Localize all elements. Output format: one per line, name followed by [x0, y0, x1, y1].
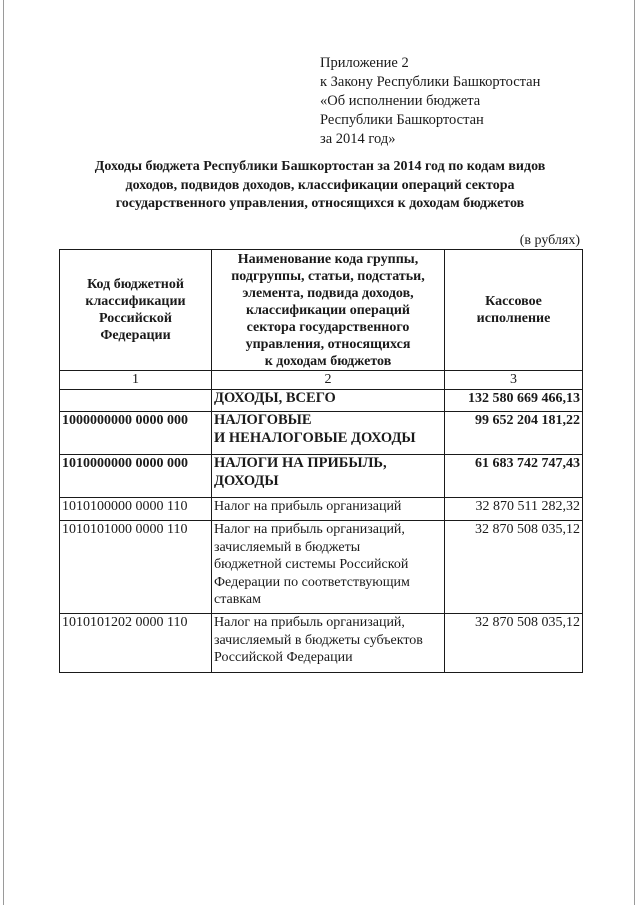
title-line: государственного управления, относящихся к доходам бюджетов [115, 196, 525, 211]
header-line: Российской [99, 311, 172, 326]
header-amount [445, 250, 583, 371]
table-row [60, 498, 583, 521]
row-name-line: И НЕНАЛОГОВЫЕ ДОХОДЫ [214, 429, 416, 446]
row-name-line: ставкам [214, 592, 261, 607]
column-number: 1 [60, 371, 212, 390]
header-code [60, 250, 212, 371]
row-name-line: НАЛОГИ НА ПРИБЫЛЬ, [214, 455, 387, 471]
header-line: исполнение [476, 311, 551, 326]
row-name [212, 390, 445, 412]
header-line: Наименование кода группы, [237, 251, 419, 267]
column-number: 3 [445, 371, 583, 390]
header-line: сектора государственного [246, 319, 410, 335]
row-code: 1010101000 0000 110 [60, 521, 212, 614]
row-amount: 32 870 511 282,32 [445, 498, 583, 521]
table-row [60, 412, 583, 455]
row-name-line: НАЛОГОВЫЕ [214, 412, 312, 428]
row-code: 1010000000 0000 000 [60, 455, 212, 498]
table-row [60, 455, 583, 498]
row-name-line: Федерации по соответствующим [214, 574, 410, 590]
header-line: Кассовое [485, 294, 542, 309]
header-line: Код бюджетной [87, 277, 184, 292]
row-name-line: зачисляемый в бюджеты [214, 539, 361, 555]
row-amount: 132 580 669 466,13 [445, 390, 583, 412]
row-code: 1010100000 0000 110 [60, 498, 212, 521]
row-name-line: Налог на прибыль организаций [214, 499, 402, 514]
table-row-total [60, 390, 583, 412]
table-header-row [60, 250, 583, 371]
appendix-note [320, 54, 620, 149]
row-amount: 32 870 508 035,12 [445, 521, 583, 614]
header-line: элемента, подвида доходов, [242, 285, 414, 301]
row-code: 1000000000 0000 000 [60, 412, 212, 455]
row-amount: 61 683 742 747,43 [445, 455, 583, 498]
row-name [212, 521, 445, 614]
row-code: 1010101202 0000 110 [60, 614, 212, 673]
row-code [60, 390, 212, 412]
row-name-line: Налог на прибыль организаций, [214, 615, 405, 630]
header-line: Федерации [100, 328, 171, 343]
header-line: классификации [85, 294, 186, 309]
title-line: доходов, подвидов доходов, классификации операций сектора [125, 177, 515, 193]
appendix-line: «Об исполнении бюджета [320, 93, 481, 109]
appendix-line: к Закону Республики Башкортостан [320, 74, 541, 90]
row-name [212, 455, 445, 498]
row-name-line: ДОХОДЫ, ВСЕГО [214, 390, 336, 406]
row-name-line: ДОХОДЫ [214, 472, 279, 489]
row-name [212, 412, 445, 455]
header-line: классификации операций [246, 302, 410, 318]
table-row [60, 614, 583, 673]
title-line: Доходы бюджета Республики Башкортостан за 2014 год по кодам видов [94, 159, 546, 174]
row-name-line: Российской Федерации [214, 650, 353, 665]
row-name-line: зачисляемый в бюджеты субъектов [214, 632, 423, 648]
page-edge-left [3, 0, 4, 905]
appendix-line: Республики Башкортостан [320, 112, 484, 128]
row-name-line: бюджетной системы Российской [214, 557, 409, 572]
revenue-table [59, 249, 583, 673]
appendix-line: Приложение 2 [320, 55, 409, 71]
page-edge-right [634, 0, 635, 905]
row-amount: 32 870 508 035,12 [445, 614, 583, 673]
header-line: подгруппы, статьи, подстатьи, [231, 268, 425, 284]
header-line: к доходам бюджетов [264, 353, 392, 369]
row-name-line: Налог на прибыль организаций, [214, 522, 405, 537]
units-note: (в рублях) [519, 233, 580, 248]
document-title [60, 158, 580, 214]
row-name [212, 614, 445, 673]
column-number-row [60, 371, 583, 390]
header-line: управления, относящихся [245, 336, 411, 352]
row-name [212, 498, 445, 521]
table-row [60, 521, 583, 614]
row-amount: 99 652 204 181,22 [445, 412, 583, 455]
appendix-line: за 2014 год» [320, 131, 396, 147]
header-name [212, 250, 445, 371]
column-number: 2 [212, 371, 445, 390]
